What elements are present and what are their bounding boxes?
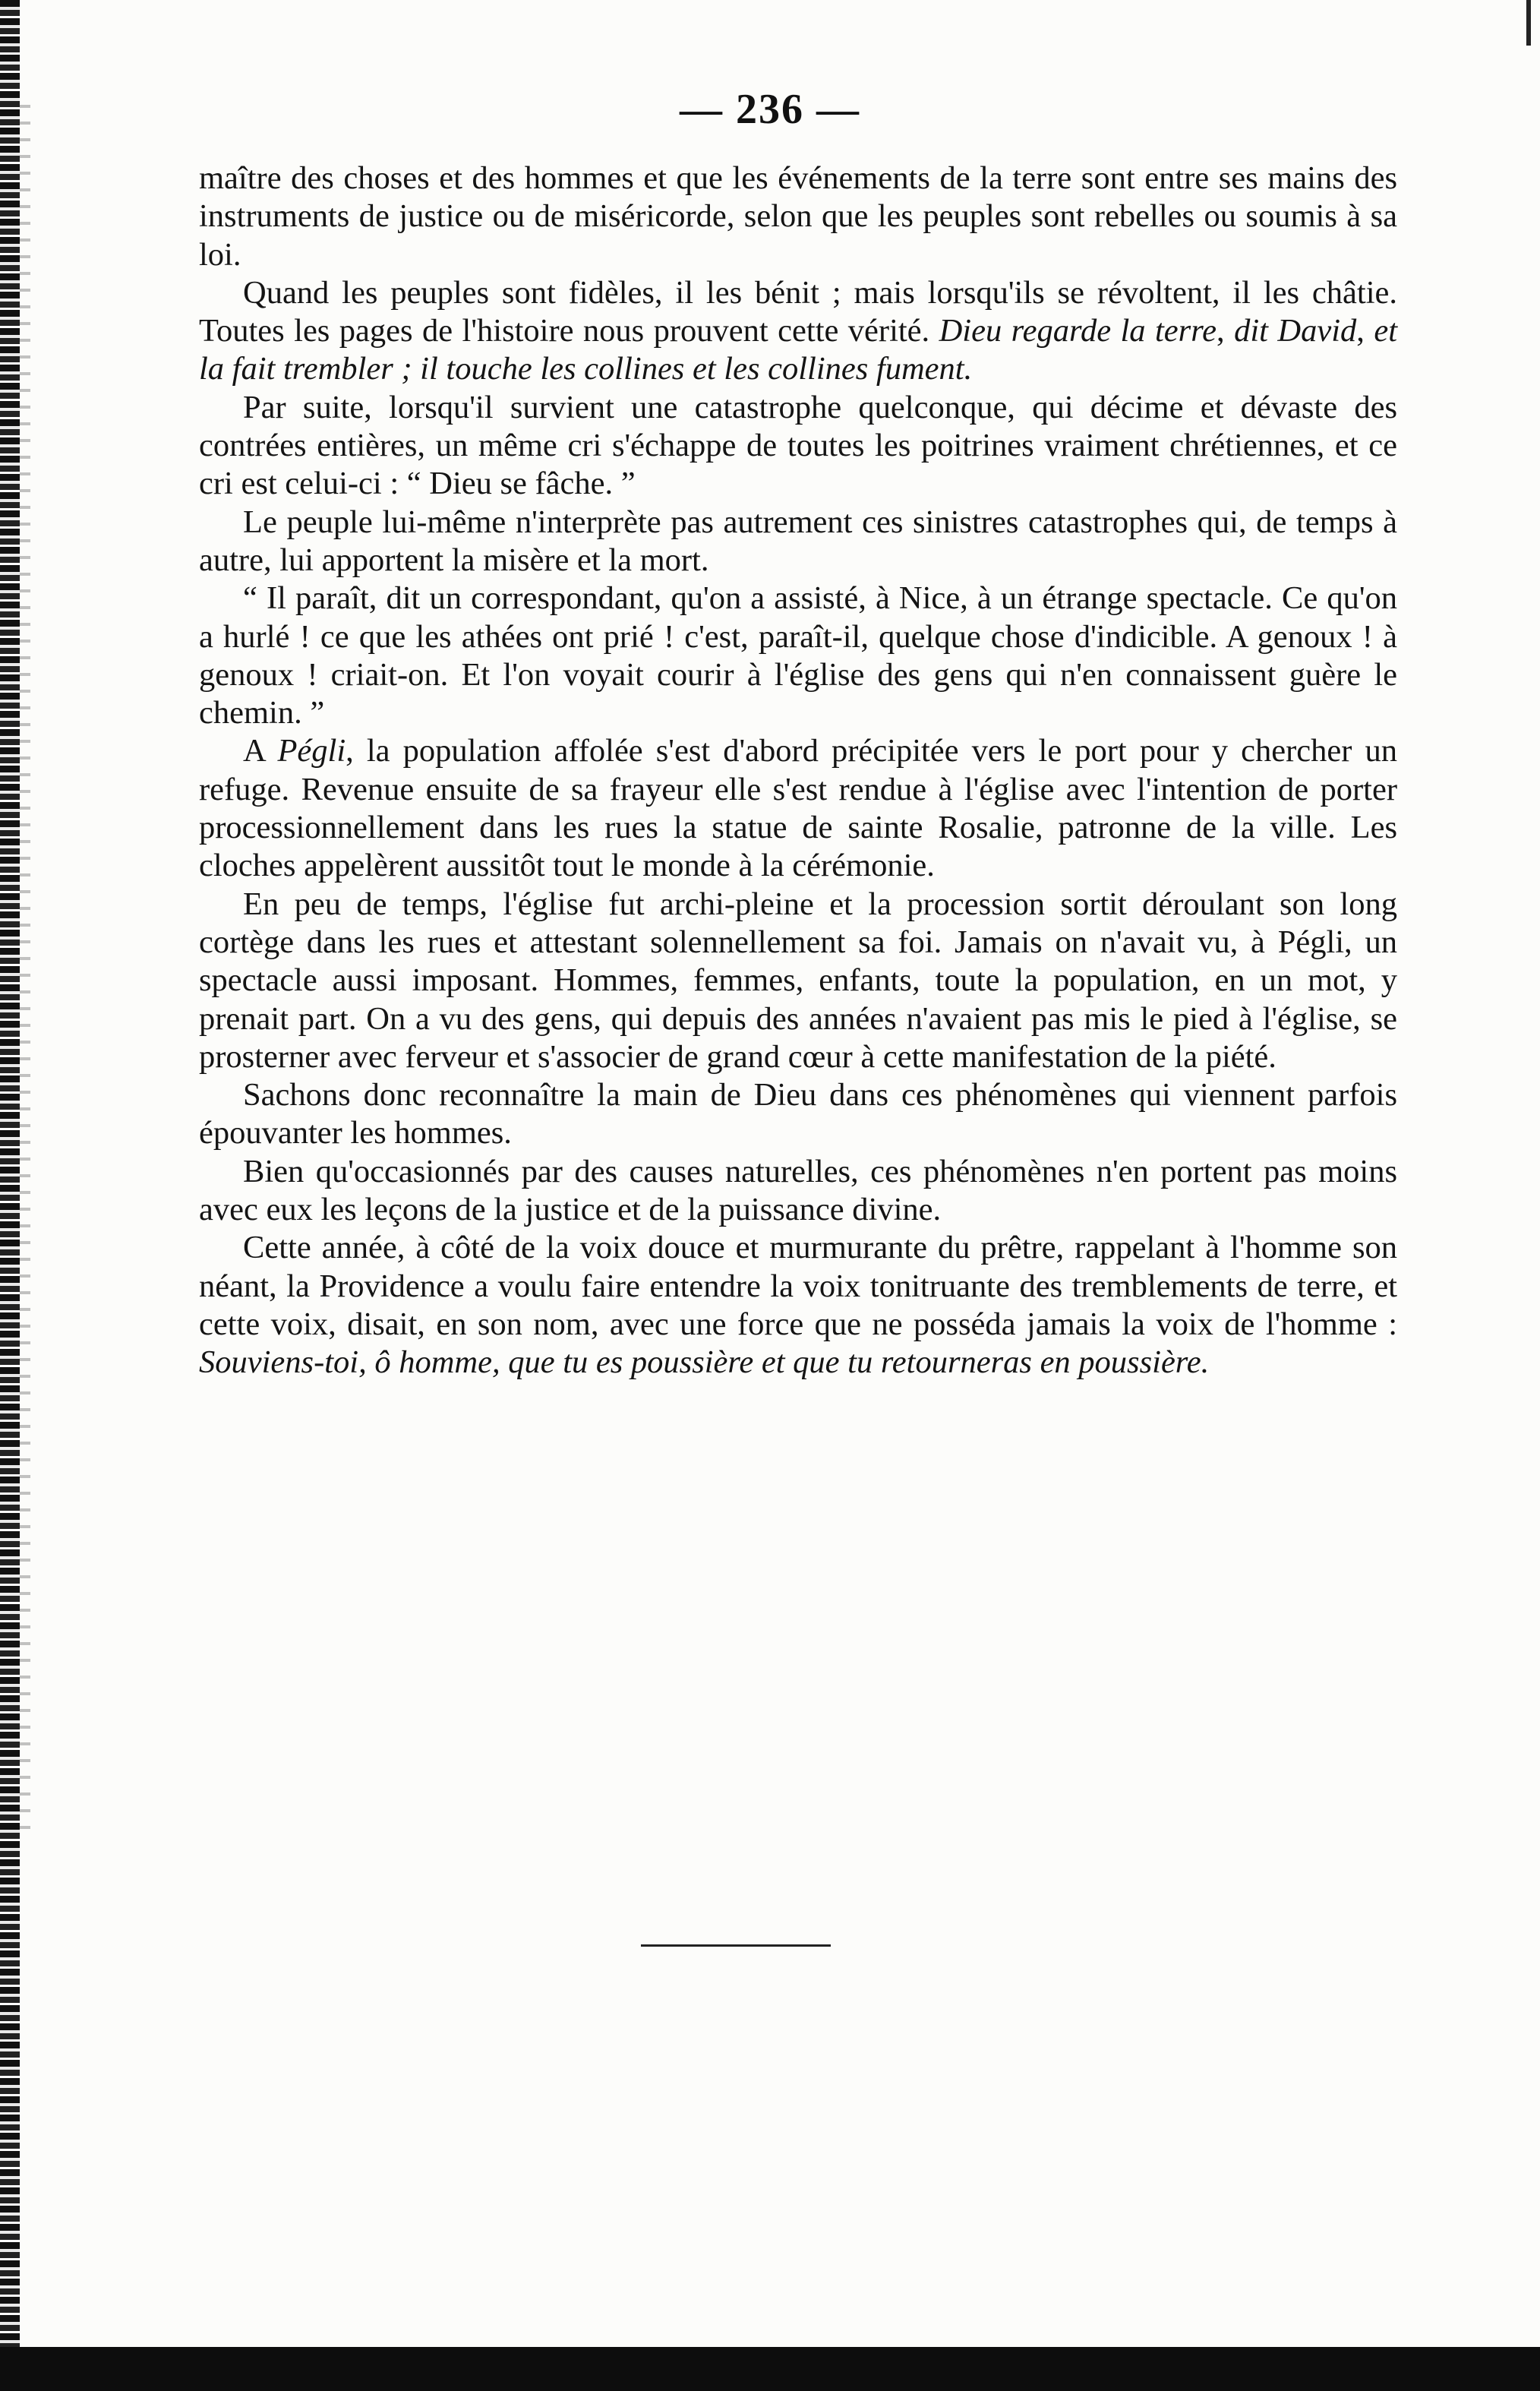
text-run: Le peuple lui-même n'interprète pas autrement ces sinistres catastrophes qui, de temps à autre, lui apportent la misère et la mort.: [199, 504, 1397, 578]
text-run: ,: [1356, 313, 1374, 349]
page-body-text: [199, 160, 1397, 1382]
italic-text-run: Pégli: [277, 733, 346, 769]
paragraph-p2: [199, 274, 1397, 389]
text-run: ,: [1217, 313, 1235, 349]
paragraph-p4: [199, 504, 1397, 580]
text-run: Cette année, à côté de la voix douce et murmurante du prêtre, rappelant à l'homme son néant, la Providence a voulu faire entendre la voix tonitruante des tremblements de terre, et cette voix, disait, en son nom, avec une force que ne posséda jamais la voix de l'homme :: [199, 1230, 1397, 1342]
text-run: Bien qu'occasionnés par des causes naturelles, ces phénomènes n'en portent pas moins avec eux les leçons de la justice et de la puissance divine.: [199, 1153, 1397, 1228]
paragraph-p8: [199, 1076, 1397, 1153]
text-run: maître des choses et des hommes et que les événements de la terre sont entre ses mains des instruments de justice ou de miséricorde, selon que les peuples sont rebelles ou soumis à sa loi.: [199, 160, 1397, 273]
italic-text-run: Souviens-toi, ô homme, que tu es poussière et que tu retourneras en poussière.: [199, 1344, 1210, 1381]
end-rule: [641, 1944, 831, 1947]
paragraph-p3: [199, 389, 1397, 504]
paragraph-p6: [199, 732, 1397, 885]
text-run: En peu de temps, l'église fut archi-pleine et la procession sortit déroulant son long cortège dans les rues et attestant solennellement sa foi. Jamais on n'avait vu, à Pégli, un spectacle aussi imposant. Hommes, femmes, enfants, toute la population, en un mot, y prenait part. On a vu des gens, qui depuis des années n'avaient pas mis le pied à l'église, se prosterner avec ferveur et s'associer de grand cœur à cette manifestation de la piété.: [199, 886, 1397, 1075]
binding-edge: [0, 0, 20, 2391]
paragraph-p9: [199, 1153, 1397, 1230]
text-run: Sachons donc reconnaître la main de Dieu dans ces phénomènes qui viennent parfois épouvanter les hommes.: [199, 1077, 1397, 1151]
text-run: , la population affolée s'est d'abord précipitée vers le port pour y chercher un refuge. Revenue ensuite de sa frayeur elle s'est rendue à l'église avec l'intention de porter processionnellement dans les rues la statue de sainte Rosalie, patronne de la ville. Les cloches appelèrent aussitôt tout le monde à la cérémonie.: [199, 733, 1397, 884]
scan-bottom-border: [0, 2347, 1540, 2391]
text-run: Par suite, lorsqu'il survient une catastrophe quelconque, qui décime et dévaste des contrées entières, un même cri s'échappe de toutes les poitrines vraiment chrétiennes, et ce cri est celui-ci : “ Dieu se fâche. ”: [199, 389, 1397, 502]
text-run: “ Il paraît, dit un correspondant, qu'on a assisté, à Nice, à un étrange spectacle. Ce qu'on a hurlé ! ce que les athées ont prié ! c'est, paraît-il, quelque chose d'indicible. A genoux ! à genoux ! criait-on. Et l'on voyait courir à l'église des gens qui n'en connaissent guère le chemin. ”: [199, 580, 1397, 731]
page-number: — 236 —: [680, 86, 860, 133]
italic-text-run: Dieu regarde la terre: [939, 313, 1217, 349]
scan-mark: [1526, 0, 1531, 46]
paragraph-p10: [199, 1229, 1397, 1382]
binding-shadow: [20, 91, 30, 1838]
paragraph-p5: [199, 580, 1397, 732]
italic-text-run: et la fait trembler ; il touche les collines et les collines fument.: [199, 313, 1397, 387]
italic-text-run: dit David: [1234, 313, 1357, 349]
paragraph-p7: [199, 886, 1397, 1076]
paragraph-p1: [199, 160, 1397, 274]
text-run: A: [243, 733, 278, 769]
text-run: Quand les peuples sont fidèles, il les bénit ; mais lorsqu'ils se révoltent, il les châtie. Toutes les pages de l'histoire nous prouvent cette vérité.: [199, 274, 1397, 349]
